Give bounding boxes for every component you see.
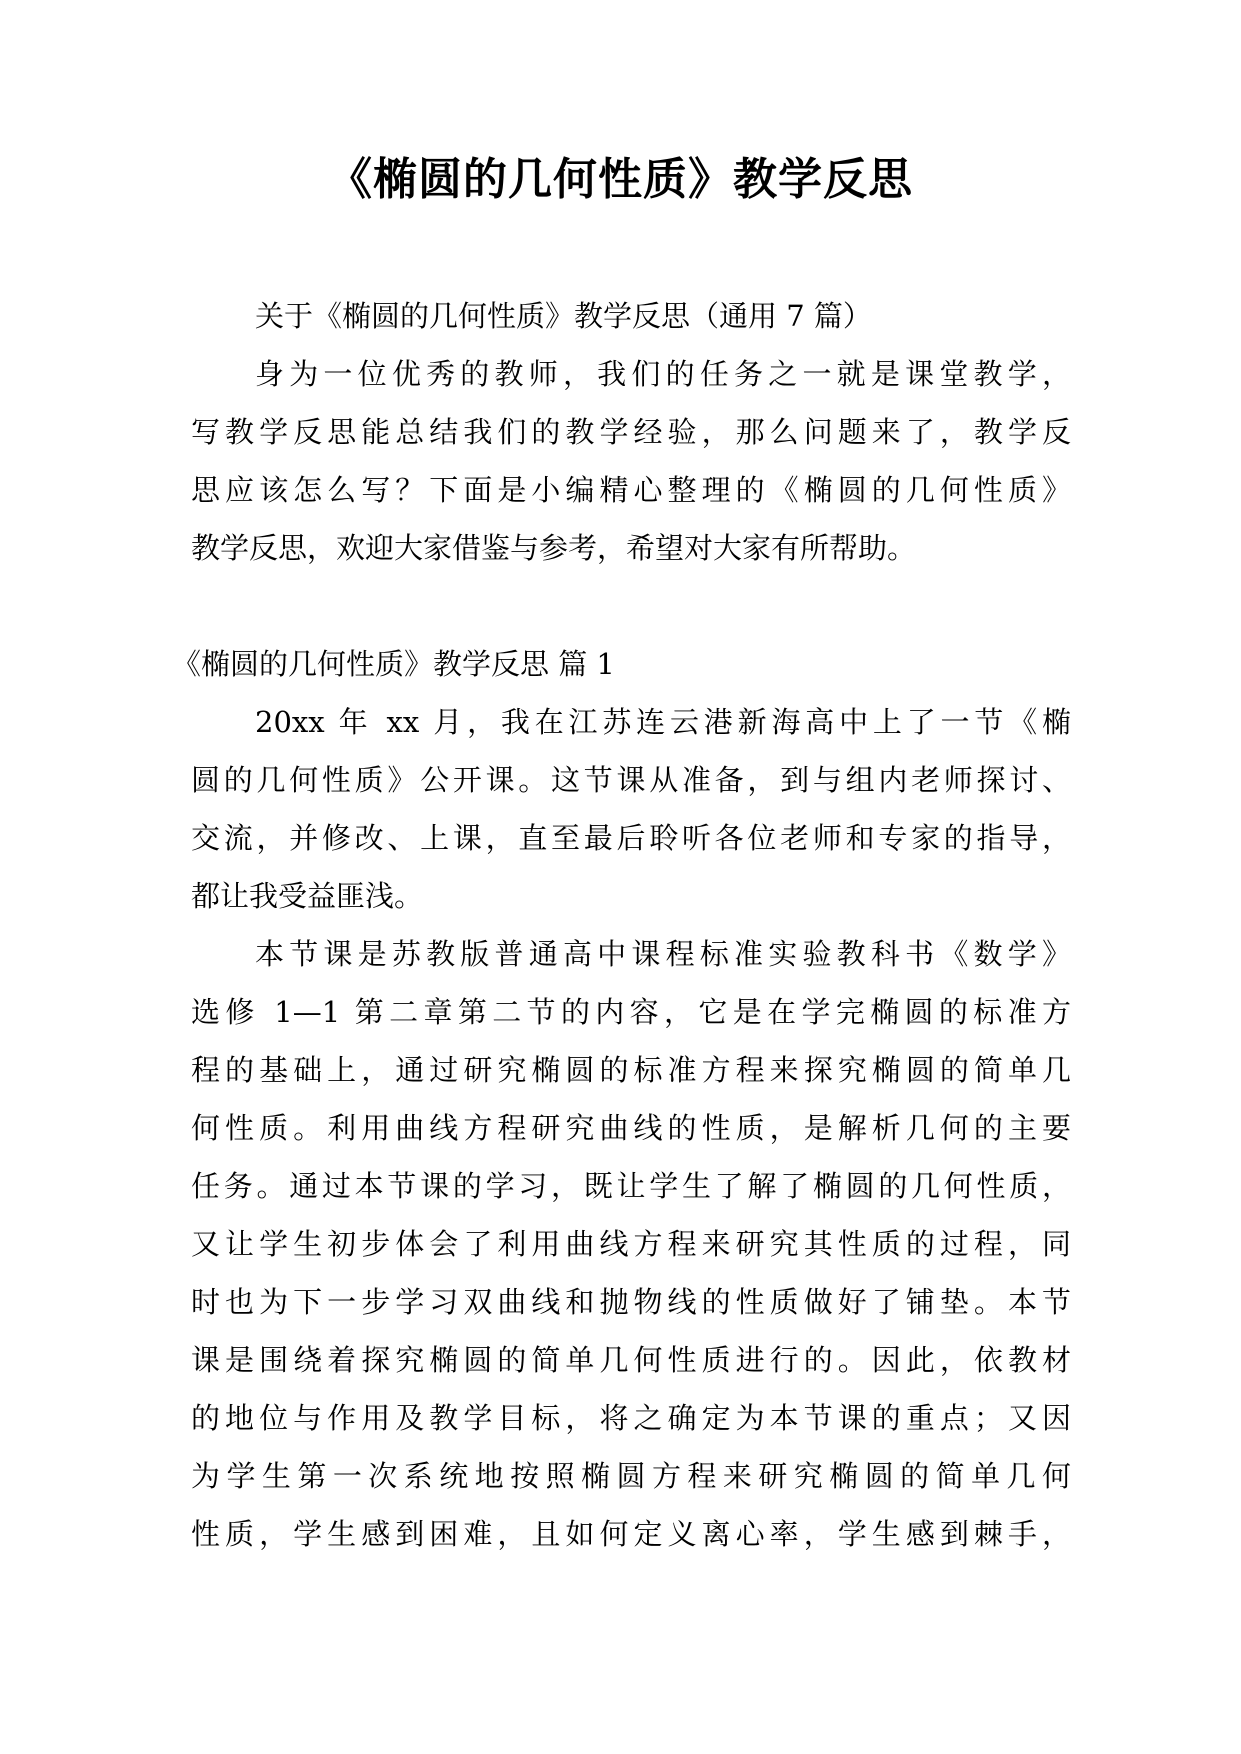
paragraph-line: 20xx 年 xx 月，我在江苏连云港新海高中上了一节《椭 <box>255 705 1071 739</box>
paragraph-line: 选修 1—1 第二章第二节的内容，它是在学完椭圆的标准方 <box>191 995 1071 1029</box>
paragraph-line: 性质，学生感到困难，且如何定义离心率，学生感到棘手， <box>191 1517 1071 1551</box>
document-subtitle: 关于《椭圆的几何性质》教学反思（通用 7 篇） <box>255 299 872 333</box>
paragraph-line: 写教学反思能总结我们的教学经验，那么问题来了，教学反 <box>191 415 1071 449</box>
paragraph-line: 思应该怎么写？下面是小编精心整理的《椭圆的几何性质》 <box>191 473 1071 507</box>
paragraph-line: 时也为下一步学习双曲线和抛物线的性质做好了铺垫。本节 <box>191 1285 1071 1319</box>
paragraph-line: 的地位与作用及教学目标，将之确定为本节课的重点；又因 <box>191 1401 1071 1435</box>
paragraph-line: 任务。通过本节课的学习，既让学生了解了椭圆的几何性质， <box>191 1169 1071 1203</box>
paragraph-line: 身为一位优秀的教师，我们的任务之一就是课堂教学， <box>255 357 1071 391</box>
paragraph-line: 都让我受益匪浅。 <box>191 879 424 913</box>
paragraph-line: 又让学生初步体会了利用曲线方程来研究其性质的过程，同 <box>191 1227 1071 1261</box>
intro-paragraph <box>191 345 1071 577</box>
paragraph-line: 交流，并修改、上课，直至最后聆听各位老师和专家的指导， <box>191 821 1071 855</box>
document-title: 《椭圆的几何性质》教学反思 <box>328 154 913 205</box>
paragraph-line: 何性质。利用曲线方程研究曲线的性质，是解析几何的主要 <box>191 1111 1071 1145</box>
paragraph-line: 本节课是苏教版普通高中课程标准实验教科书《数学》 <box>255 937 1071 971</box>
paragraph-1 <box>191 693 1071 925</box>
section-spacer <box>191 577 1071 635</box>
paragraph-line: 教学反思，欢迎大家借鉴与参考，希望对大家有所帮助。 <box>191 531 917 565</box>
section-heading: 《椭圆的几何性质》教学反思 篇 1 <box>172 647 615 681</box>
paragraph-line: 课是围绕着探究椭圆的简单几何性质进行的。因此，依教材 <box>191 1343 1071 1377</box>
paragraph-line: 为学生第一次系统地按照椭圆方程来研究椭圆的简单几何 <box>191 1459 1071 1493</box>
paragraph-line: 圆的几何性质》公开课。这节课从准备，到与组内老师探讨、 <box>191 763 1071 797</box>
paragraph-line: 程的基础上，通过研究椭圆的标准方程来探究椭圆的简单几 <box>191 1053 1071 1087</box>
document-body <box>172 287 1071 1563</box>
paragraph-2 <box>191 925 1071 1563</box>
